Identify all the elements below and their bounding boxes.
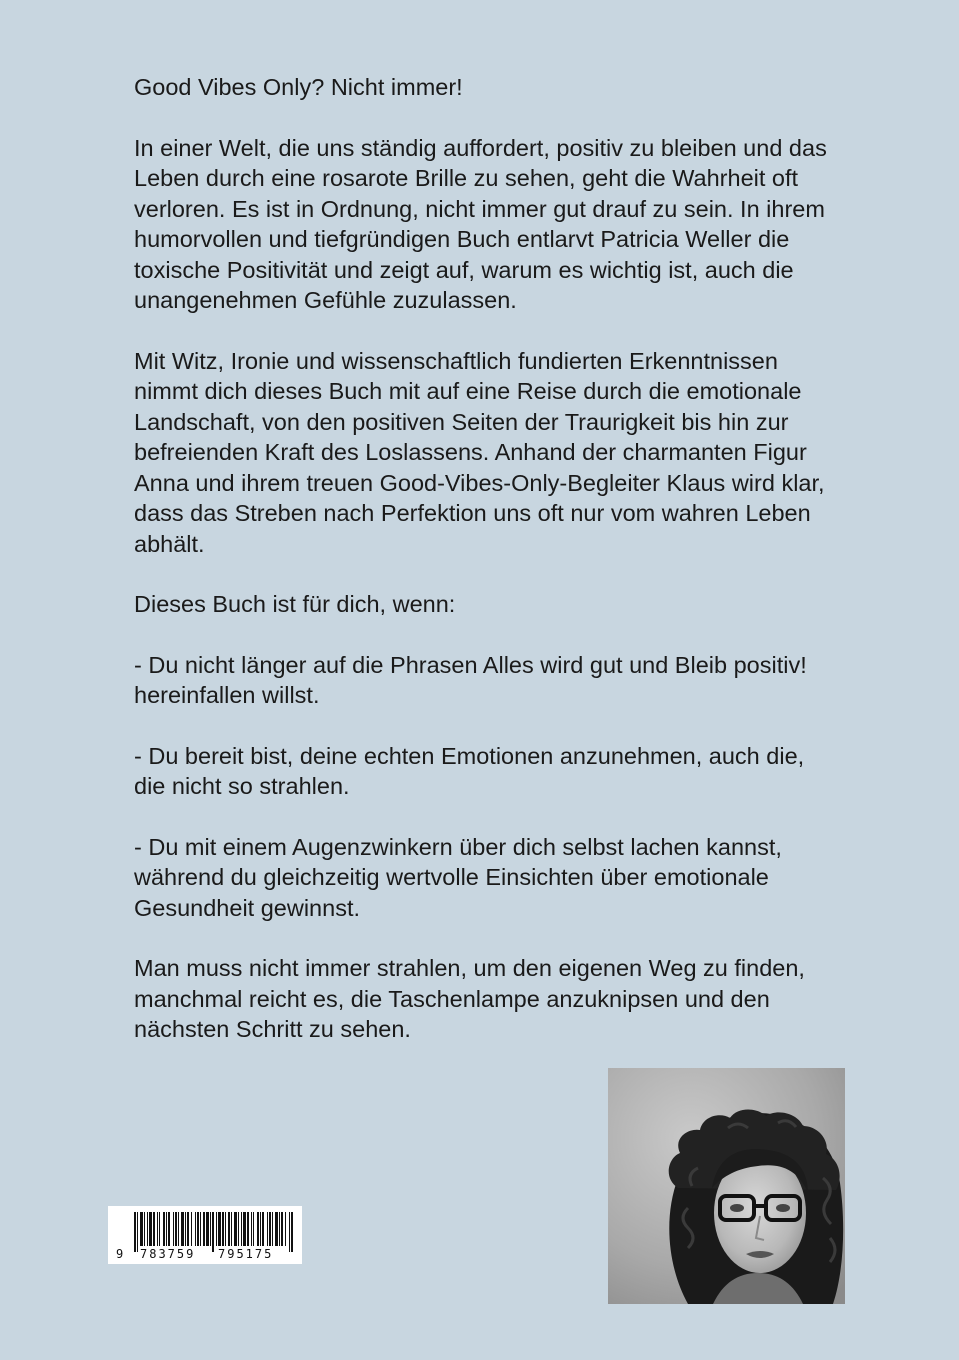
barcode-bar [157, 1212, 158, 1246]
barcode-bar [187, 1212, 189, 1246]
barcode-bar [234, 1212, 237, 1246]
barcode-bar [144, 1212, 145, 1246]
isbn-barcode [108, 1206, 302, 1264]
barcode-bar [195, 1212, 196, 1246]
blurb-closing: Man muss nicht immer strahlen, um den eigenen Weg zu finden, manchmal reicht es, die Taschenlampe anzuknipsen und den nächsten Schritt zu sehen. [134, 955, 805, 1042]
barcode-bar [260, 1212, 261, 1246]
barcode-bar [216, 1212, 217, 1246]
barcode-right-digits: 795175 [218, 1247, 274, 1261]
barcode-bar [168, 1212, 170, 1246]
barcode-bar [269, 1212, 271, 1246]
barcode-bar [231, 1212, 232, 1246]
barcode-bar [253, 1212, 254, 1246]
barcode-bar [285, 1212, 286, 1246]
barcode-bar [147, 1212, 148, 1246]
barcode-left-digits: 783759 [140, 1247, 196, 1261]
barcode-bar [241, 1212, 242, 1246]
blurb-list-item-2: - Du bereit bist, deine echten Emotionen anzunehmen, auch die, die nicht so strahlen. [134, 742, 805, 799]
back-cover-blurb [134, 72, 834, 1075]
barcode-bar [222, 1212, 224, 1246]
blurb-list-item-1: - Du nicht länger auf die Phrasen Alles wird gut und Bleib positiv! hereinfallen willst. [134, 651, 807, 708]
barcode-bar [175, 1212, 177, 1246]
barcode-bar [218, 1212, 221, 1246]
barcode-bar [243, 1212, 246, 1246]
barcode-bar [228, 1212, 230, 1246]
barcode-bar [267, 1212, 268, 1246]
barcode-bar [181, 1212, 184, 1246]
blurb-list-intro: Dieses Buch ist für dich, wenn: [134, 591, 456, 617]
blurb-paragraph-intro: In einer Welt, die uns ständig auffordert, positiv zu bleiben und das Leben durch eine rosarote Brille zu sehen, geht die Wahrheit oft verloren. Es ist in Ordnung, nicht immer gut drauf zu sein. In ihrem humorvollen und tiefgründigen Buch entlarvt Patricia Weller die toxische Positivität und zeigt auf, warum es wichtig ist, auch die unangenehmen Gefühle zuzulassen. [134, 134, 827, 313]
barcode-bar [173, 1212, 174, 1246]
barcode-bar [197, 1212, 199, 1246]
barcode-digits [108, 1246, 302, 1262]
author-photo [608, 1068, 845, 1304]
barcode-bar [149, 1212, 152, 1246]
barcode-bar [163, 1212, 165, 1246]
barcode-bar [251, 1212, 252, 1246]
barcode-bar [281, 1212, 283, 1246]
barcode-bar [262, 1212, 264, 1246]
barcode-bar [203, 1212, 205, 1246]
blurb-headline: Good Vibes Only? Nicht immer! [134, 74, 463, 100]
barcode-bar [275, 1212, 278, 1246]
barcode-first-digit: 9 [116, 1247, 124, 1261]
barcode-bar [210, 1212, 211, 1246]
barcode-bar [185, 1212, 186, 1246]
barcode-bar [225, 1212, 226, 1246]
barcode-bar [178, 1212, 179, 1246]
barcode-bar [191, 1212, 192, 1246]
barcode-bar [200, 1212, 201, 1246]
barcode-bar [140, 1212, 143, 1246]
barcode-bar [206, 1212, 209, 1246]
barcode-bar [238, 1212, 239, 1246]
barcode-bar [166, 1212, 167, 1246]
barcode-bar [153, 1212, 155, 1246]
blurb-paragraph-content: Mit Witz, Ironie und wissenschaftlich fundierten Erkenntnissen nimmt dich dieses Buch mit auf eine Reise durch die emotionale Landschaft, von den positiven Seiten der Traurigkeit bis hin zur befreienden Kraft des Loslassens. Anhand der charmanten Figur Anna und ihrem treuen Good-Vibes-Only-Begleiter Klaus wird klar, dass das Streben nach Perfektion uns oft nur vom wahren Leben abhält. [134, 347, 825, 557]
barcode-bar [279, 1212, 280, 1246]
barcode-bar [247, 1212, 249, 1246]
barcode-bar [272, 1212, 273, 1246]
barcode-bar [257, 1212, 259, 1246]
barcode-bar [159, 1212, 160, 1246]
blurb-list-item-3: - Du mit einem Augenzwinkern über dich selbst lachen kannst, während du gleichzeitig wertvolle Einsichten über emotionale Gesundheit gewinnst. [134, 833, 782, 921]
